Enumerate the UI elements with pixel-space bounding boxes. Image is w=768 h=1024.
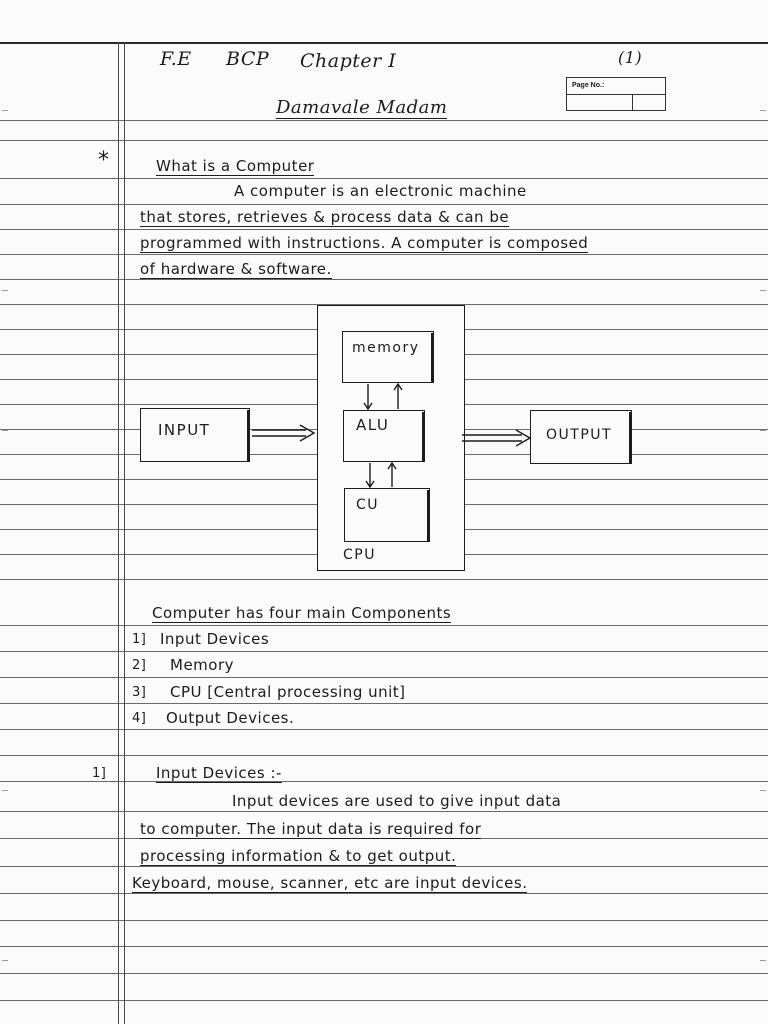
- output-label: OUTPUT: [546, 427, 613, 443]
- star-bullet: *: [98, 148, 110, 173]
- list-item: CPU [Central processing unit]: [170, 683, 406, 701]
- page-number-label: Page No.:: [572, 82, 605, 89]
- section-heading: Input Devices :-: [156, 764, 282, 782]
- section-number: 1]: [92, 766, 107, 781]
- paragraph-line: of hardware & software.: [140, 260, 332, 278]
- list-number: 2]: [132, 658, 147, 673]
- paragraph-line: to computer. The input data is required for: [140, 820, 482, 838]
- cu-label: CU: [356, 497, 380, 513]
- input-label: INPUT: [158, 421, 211, 439]
- list-item: Input Devices: [160, 630, 270, 648]
- paragraph-line: processing information & to get output.: [140, 847, 457, 865]
- output-arrow-head: [516, 430, 530, 446]
- course-label: F.E: [160, 48, 192, 70]
- list-item: Output Devices.: [166, 709, 295, 727]
- page-marker: (1): [618, 48, 643, 67]
- input-arrow-head: [300, 425, 314, 441]
- memory-label: memory: [352, 340, 420, 356]
- paragraph-line: that stores, retrieves & process data & can be: [140, 208, 510, 226]
- teacher-name: Damavale Madam: [276, 97, 448, 118]
- paragraph-line: Keyboard, mouse, scanner, etc are input devices.: [132, 874, 528, 892]
- subject-label: BCP: [226, 48, 270, 70]
- list-number: 3]: [132, 685, 147, 700]
- components-heading: Computer has four main Components: [152, 604, 452, 622]
- list-number: 1]: [132, 632, 147, 647]
- chapter-label: Chapter I: [300, 50, 397, 72]
- list-number: 4]: [132, 711, 147, 726]
- paragraph-line: Input devices are used to give input data: [232, 792, 562, 810]
- list-item: Memory: [170, 656, 235, 674]
- alu-label: ALU: [356, 416, 390, 434]
- cpu-label: CPU: [343, 547, 376, 563]
- paragraph-line: programmed with instructions. A computer is composed: [140, 234, 589, 252]
- paragraph-line: A computer is an electronic machine: [234, 182, 527, 200]
- section-heading: What is a Computer: [156, 157, 315, 175]
